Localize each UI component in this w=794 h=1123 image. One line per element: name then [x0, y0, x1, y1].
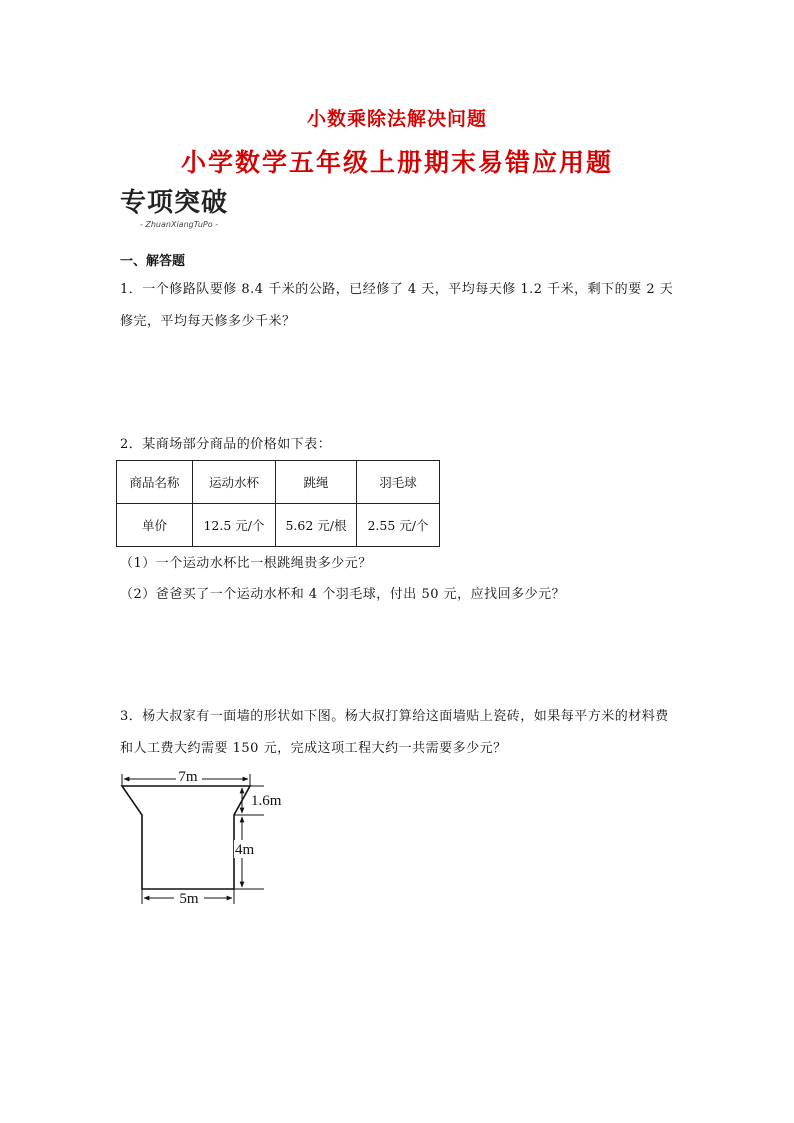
- question-2-part-1: （1）一个运动水杯比一根跳绳贵多少元？: [120, 556, 372, 571]
- question-2: 2．某商场部分商品的价格如下表：: [120, 437, 332, 452]
- wall-outline: [122, 786, 250, 889]
- question-1: 1．一个修路队要修 8.4 千米的公路，已经修了 4 天，平均每天修 1.2 千米，剩下的要 2 天修完，平均每天修多少千米？: [120, 282, 674, 329]
- wall-shape-diagram: [112, 762, 312, 912]
- document-subtitle: 小数乘除法解决问题: [306, 108, 487, 130]
- dim-top-label: 7m: [178, 769, 198, 785]
- dim-side-label: 4m: [235, 842, 255, 858]
- table-cell: 跳绳: [276, 461, 357, 504]
- table-cell: 单价: [117, 504, 193, 547]
- dim-side-top-label: 1.6m: [251, 793, 282, 809]
- table-cell: 12.5 元/个: [193, 504, 276, 547]
- zhuanxiang-badge: [120, 188, 242, 229]
- table-cell: 运动水杯: [193, 461, 276, 504]
- question-2-part-2: （2）爸爸买了一个运动水杯和 4 个羽毛球，付出 50 元，应找回多少元？: [120, 587, 566, 602]
- table-header-row: [117, 461, 440, 504]
- question-3: 3．杨大叔家有一面墙的形状如下图。杨大叔打算给这面墙贴上瓷砖，如果每平方米的材料费和人工费大约需要 150 元，完成这项工程大约一共需要多少元？: [120, 709, 669, 756]
- price-table: [116, 460, 440, 547]
- table-row: [117, 504, 440, 547]
- table-cell: 2.55 元/个: [357, 504, 440, 547]
- section-heading: 一、解答题: [120, 254, 186, 269]
- dim-bottom-label: 5m: [179, 891, 199, 907]
- table-cell: 商品名称: [117, 461, 193, 504]
- badge-main-text: 专项突破: [120, 188, 229, 218]
- document-title: 小学数学五年级上册期末易错应用题: [180, 148, 613, 177]
- table-cell: 5.62 元/根: [276, 504, 357, 547]
- badge-sub-text: - ZhuanXiangTuPo -: [139, 220, 219, 229]
- table-cell: 羽毛球: [357, 461, 440, 504]
